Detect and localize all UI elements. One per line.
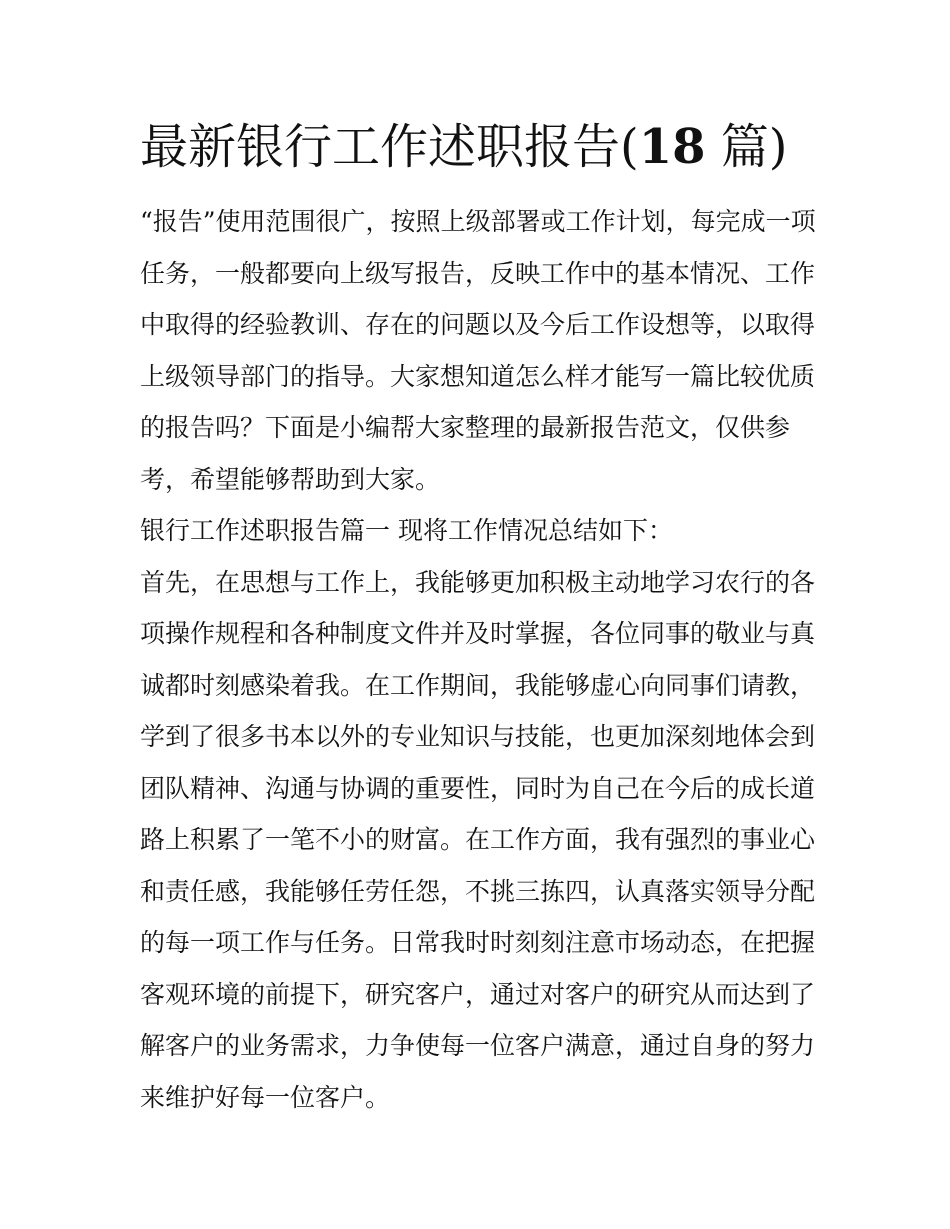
body-line-9: 客观环境的前提下，研究客户，通过对客户的研究从而达到了 bbox=[140, 979, 816, 1009]
title-suffix: 篇) bbox=[705, 119, 788, 175]
intro-line-6: 考，希望能够帮助到大家。 bbox=[140, 464, 441, 494]
body-line-6: 路上积累了一笔不小的财富。在工作方面，我有强烈的事业心 bbox=[140, 825, 816, 854]
section-heading: 银行工作述职报告篇一 现将工作情况总结如下： bbox=[140, 516, 673, 545]
body-line-7: 和责任感，我能够任劳任怨，不挑三拣四，认真落实领导分配 bbox=[140, 876, 816, 906]
body-line-11: 来维护好每一位客户。 bbox=[140, 1082, 391, 1112]
body-line-8: 的每一项工作与任务。日常我时时刻刻注意市场动态，在把握 bbox=[140, 928, 816, 957]
body-line-10: 解客户的业务需求，力争使每一位客户满意，通过自身的努力 bbox=[140, 1031, 816, 1060]
intro-line-1: “报告”使用范围很广，按照上级部署或工作计划，每完成一项 bbox=[140, 207, 816, 236]
document-body bbox=[140, 196, 814, 1123]
document-title bbox=[140, 116, 840, 178]
intro-line-3: 中取得的经验教训、存在的问题以及今后工作设想等，以取得 bbox=[140, 310, 816, 339]
intro-line-4: 上级领导部门的指导。大家想知道怎么样才能写一篇比较优质 bbox=[140, 361, 816, 391]
body-line-5: 团队精神、沟通与协调的重要性，同时为自己在今后的成长道 bbox=[140, 773, 816, 803]
body-line-3: 诚都时刻感染着我。在工作期间，我能够虚心向同事们请教， bbox=[140, 670, 816, 700]
body-line-4: 学到了很多书本以外的专业知识与技能，也更加深刻地体会到 bbox=[140, 722, 816, 751]
body-line-2: 项操作规程和各种制度文件并及时掌握，各位同事的敬业与真 bbox=[140, 619, 816, 648]
intro-line-5: 的报告吗？下面是小编帮大家整理的最新报告范文，仅供参 bbox=[140, 413, 791, 442]
intro-line-2: 任务，一般都要向上级写报告，反映工作中的基本情况、工作 bbox=[140, 258, 816, 288]
body-line-1: 首先，在思想与工作上，我能够更加积极主动地学习农行的各 bbox=[140, 567, 816, 597]
title-number: 18 bbox=[638, 119, 706, 175]
title-prefix: 最新银行工作述职报告( bbox=[140, 119, 639, 175]
